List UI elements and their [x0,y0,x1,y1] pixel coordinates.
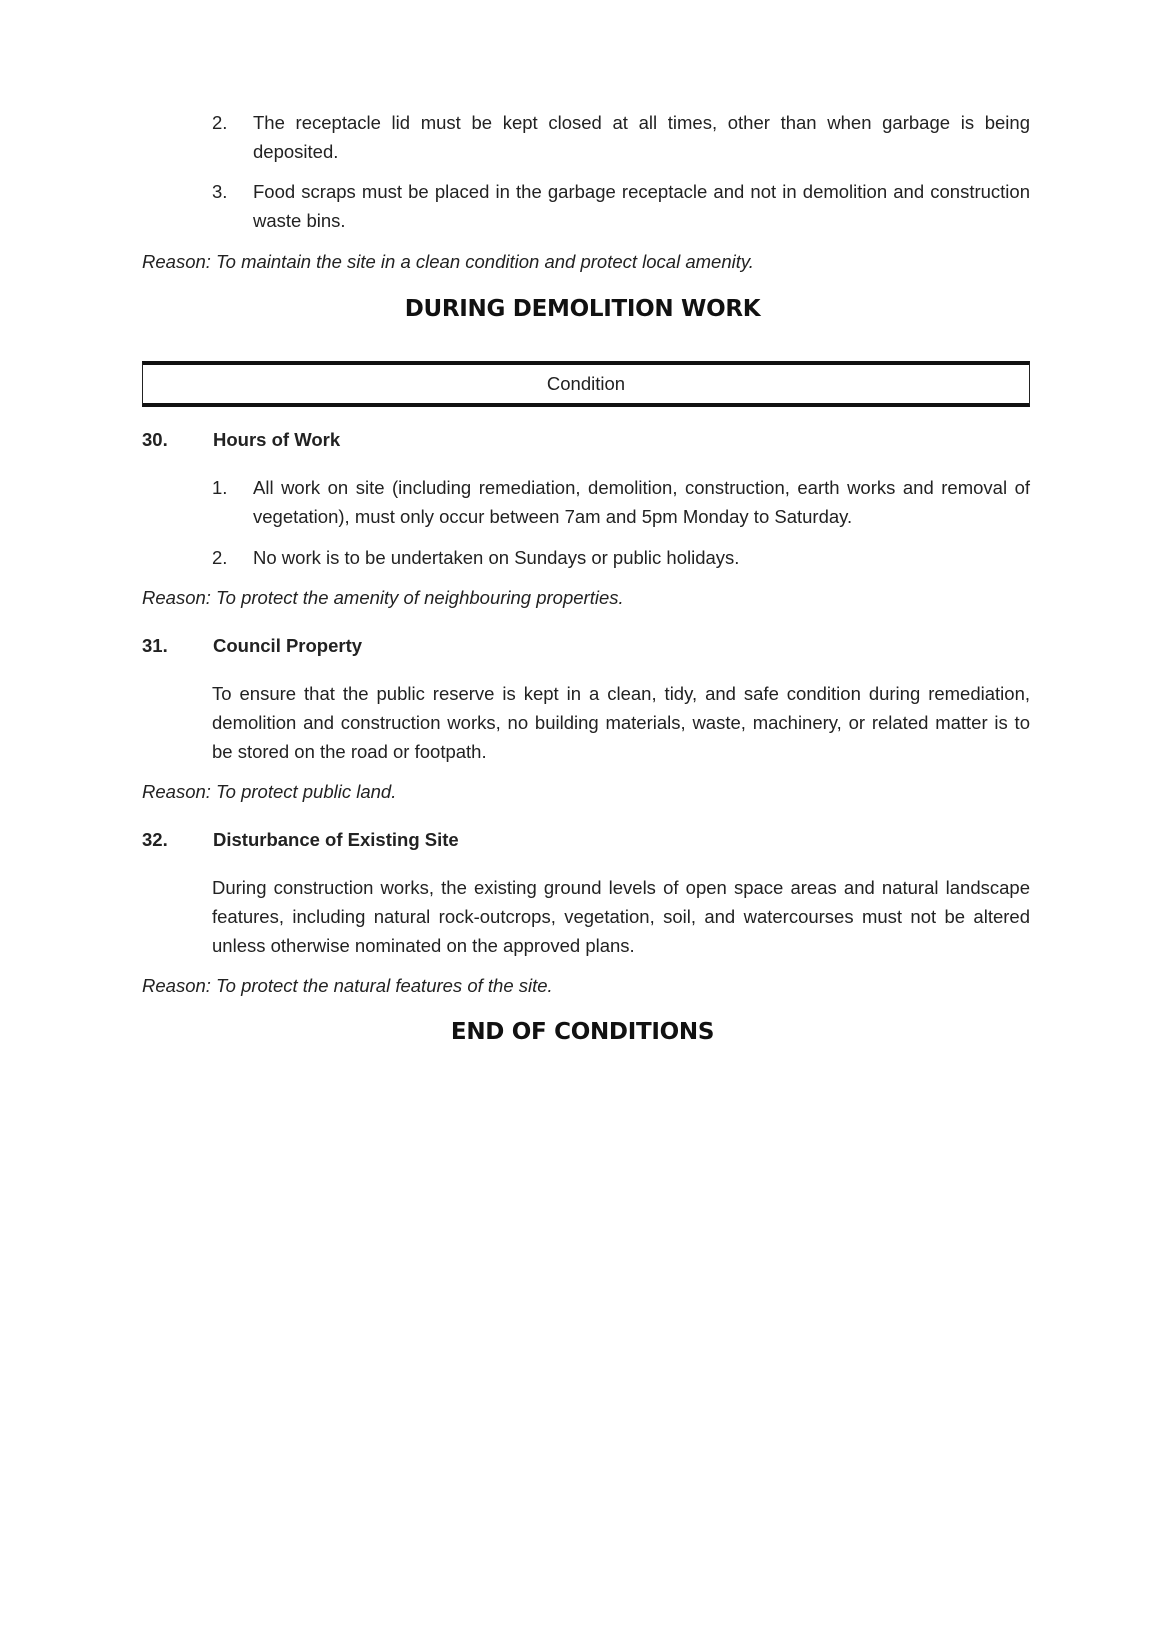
list-item-number: 1. [212,477,228,498]
end-heading: END OF CONDITIONS [450,1019,715,1045]
list-item-text: Food scraps must be placed in the garbage receptacle and not in demolition and construction waste bins. [253,181,1030,231]
condition-number: 31. [142,635,168,656]
list-item-text: No work is to be undertaken on Sundays or public holidays. [253,547,740,568]
reason-text: Reason: To protect public land. [142,781,397,802]
condition-body: During construction works, the existing ground levels of open space areas and natural landscape features, including natural rock-outcrops, vegetation, soil, and watercourses must not be altered unless otherwise nominated on the approved plans. [212,877,1030,956]
section-heading: DURING DEMOLITION WORK [404,296,761,322]
list-item-text: The receptacle lid must be kept closed at all times, other than when garbage is being deposited. [253,112,1030,162]
reason-text: Reason: To protect the amenity of neighbouring properties. [142,587,624,608]
list-item [212,177,1030,235]
condition-title [142,825,459,854]
condition-title-text: Council Property [213,635,363,656]
list-item [212,543,1030,572]
condition-number: 30. [142,429,168,450]
list-item-number: 3. [212,181,228,202]
list-item [212,108,1030,166]
reason-text: Reason: To maintain the site in a clean condition and protect local amenity. [142,251,754,272]
list-item-text: All work on site (including remediation, demolition, construction, earth works and removal of vegetation), must only occur between 7am and 5pm Monday to Saturday. [253,477,1030,527]
list-item-number: 2. [212,547,228,568]
condition-title-text: Disturbance of Existing Site [213,829,459,850]
condition-title [142,631,362,660]
reason-text: Reason: To protect the natural features of the site. [142,975,553,996]
condition-title [142,425,340,454]
list-item [212,473,1030,531]
condition-table-header: Condition [142,361,1030,407]
condition-body: To ensure that the public reserve is kept in a clean, tidy, and safe condition during remediation, demolition and construction works, no building materials, waste, machinery, or related matter is to be stored on the road or footpath. [212,683,1030,762]
condition-number: 32. [142,829,168,850]
condition-title-text: Hours of Work [213,429,341,450]
list-item-number: 2. [212,112,228,133]
